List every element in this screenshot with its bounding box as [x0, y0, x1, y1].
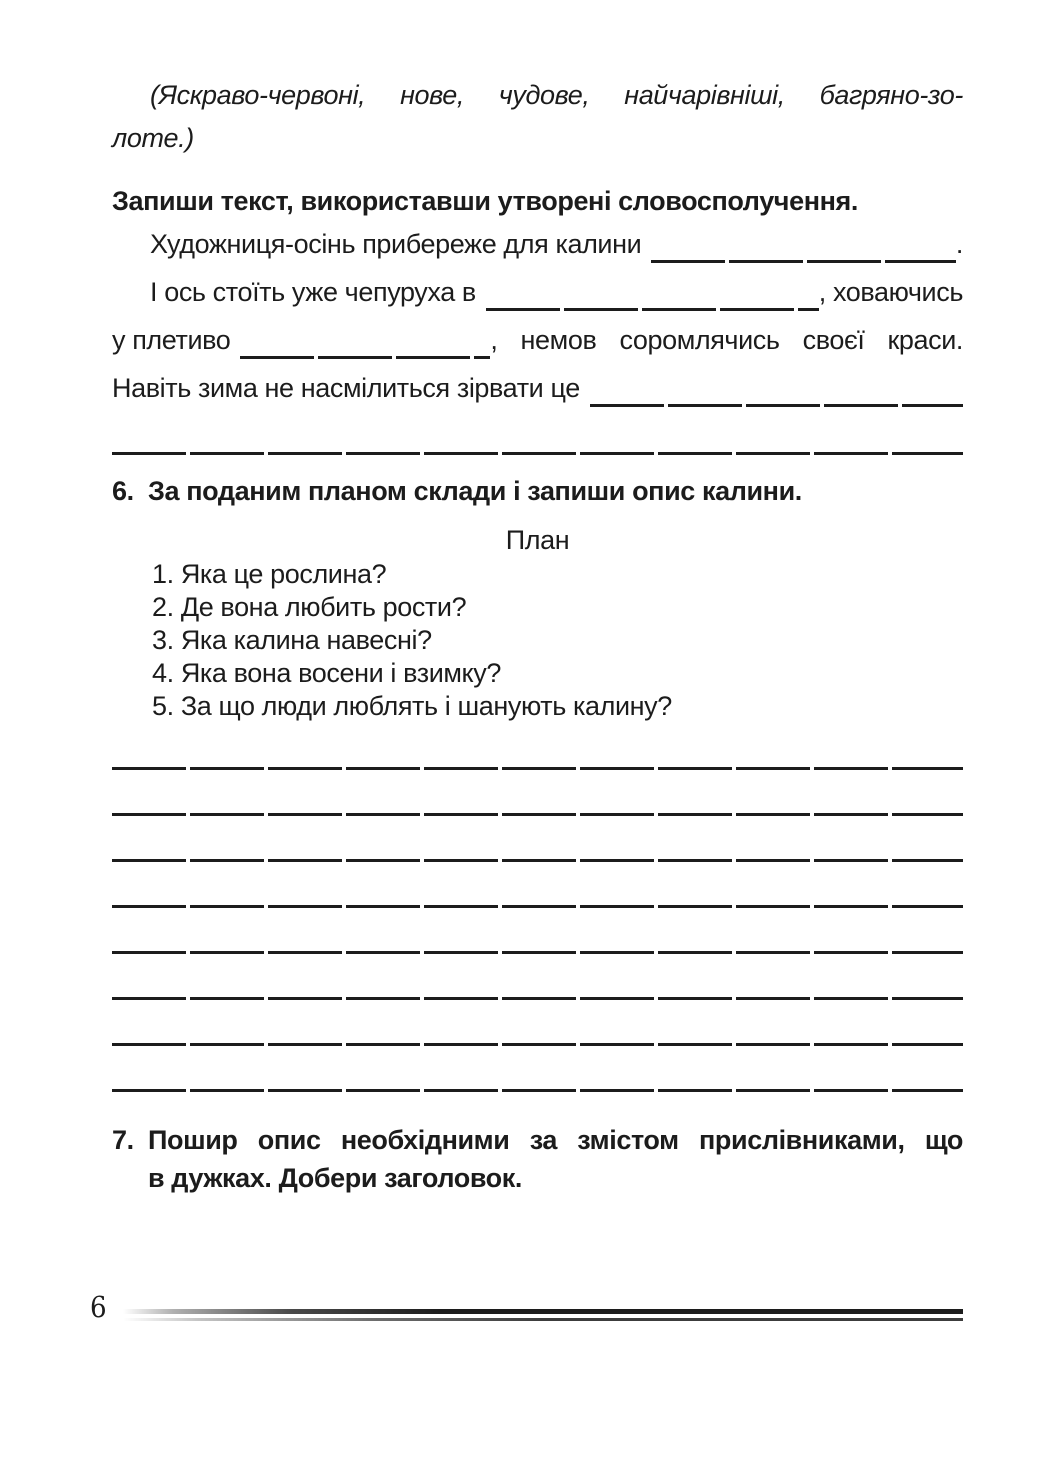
blank-field	[651, 220, 956, 268]
writing-lines-block	[112, 729, 963, 1097]
footer-rule-thin	[123, 1318, 963, 1321]
task7-number: 7.	[112, 1125, 134, 1155]
word-bank	[112, 74, 963, 160]
paragraph-line	[112, 220, 963, 268]
task7-heading-line-2: в дужках. Добери заголовок.	[148, 1163, 522, 1193]
task5-heading: Запиши текст, використавши утворені словосполучення.	[112, 186, 858, 216]
writing-line	[112, 913, 963, 959]
blank-field	[486, 268, 819, 316]
writing-line	[112, 1051, 963, 1097]
line-text: , ховаючись	[818, 277, 963, 307]
plan-item: 5. За що люди люблять і шанують калину?	[152, 691, 672, 721]
writing-line	[112, 1005, 963, 1051]
plan-item: 2. Де вона любить рости?	[152, 592, 467, 622]
line-text: , немов соромлячись своєї краси.	[490, 325, 963, 355]
writing-line	[112, 412, 963, 460]
paragraph-line	[112, 268, 963, 316]
task5-paragraph	[112, 220, 963, 460]
task6-heading-text: За поданим планом склади і запиши опис калини.	[148, 476, 802, 506]
task7	[112, 1121, 963, 1197]
line-text: Навіть зима не насмілиться зірвати це	[112, 373, 580, 403]
writing-line	[112, 867, 963, 913]
task6-heading	[112, 472, 963, 510]
blank-field	[240, 316, 490, 364]
footer-rules	[123, 1309, 963, 1321]
paragraph-line	[112, 316, 963, 364]
page-footer	[90, 1292, 963, 1322]
line-text: Художниця-осінь прибереже для калини	[150, 229, 642, 259]
paragraph-line	[112, 364, 963, 412]
plan-title: План	[505, 525, 570, 555]
line-text: І ось стоїть уже чепуруха в	[150, 277, 476, 307]
writing-line	[112, 775, 963, 821]
plan-item: 3. Яка калина навесні?	[152, 625, 432, 655]
task7-heading-line-1: Пошир опис необхідними за змістом прислівниками, що	[148, 1125, 963, 1155]
blank-field	[590, 364, 963, 412]
task7-heading	[112, 1121, 963, 1159]
line-text: .	[955, 229, 963, 259]
word-bank-line-2: лоте.)	[112, 123, 194, 153]
word-bank-line-1: (Яскраво-червоні, нове, чудове, найчарівніші, багряно-зо-	[150, 80, 963, 110]
writing-line	[112, 729, 963, 775]
task6-number: 6.	[112, 476, 134, 506]
plan-list	[152, 558, 963, 723]
plan-item: 4. Яка вона восени і взимку?	[152, 658, 501, 688]
writing-line	[112, 959, 963, 1005]
plan-item: 1. Яка це рослина?	[152, 559, 387, 589]
page-number: 6	[90, 1290, 107, 1324]
writing-line	[112, 821, 963, 867]
line-text: у плетиво	[112, 325, 231, 355]
